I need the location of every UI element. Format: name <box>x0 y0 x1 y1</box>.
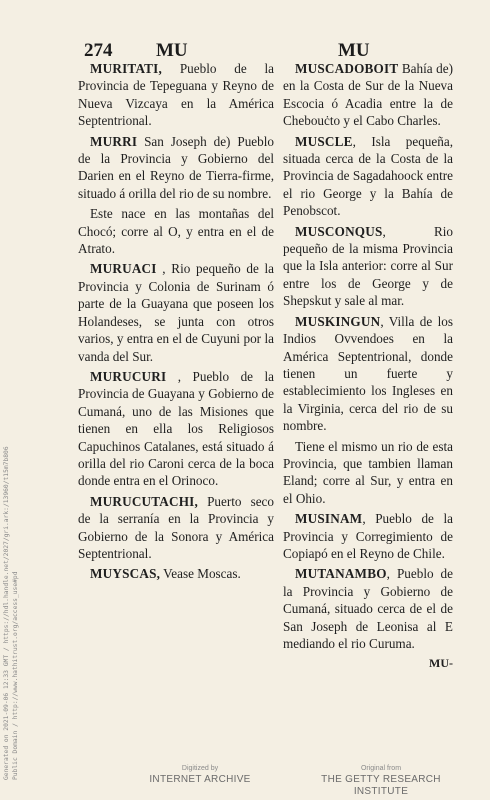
catchword: MU- <box>429 656 453 671</box>
running-head-left: MU <box>156 40 188 61</box>
hathitrust-watermark <box>2 446 20 780</box>
entry-text: , Pueblo de la Provincia de Guayana y Gobierno de Cumaná, uno de las Misiones que tienen en ella los Religiosos Capuchinos Catalanes, está situado á orilla del rio Caroni cerca de la boca donde entra en el Orinoco. <box>78 368 274 489</box>
internet-archive-logo-text: INTERNET ARCHIVE <box>149 774 251 785</box>
entry-headword: MUSKINGUN <box>295 313 381 329</box>
entry-text: Vease Moscas. <box>163 566 241 582</box>
running-head-right: MU <box>338 40 370 61</box>
getty-institute-text: THE GETTY RESEARCH INSTITUTE <box>321 774 441 797</box>
entry-headword: MUTANAMBO <box>295 566 387 582</box>
entry-text: San Joseph de) Pueblo de la Provincia y Gobierno del Darien en el Reyno de Tierra-firme, situado á orilla del rio de su nombre. <box>78 133 274 201</box>
entry-text: , Rio pequeño de la misma Provincia que la Isla anterior: corre al Sur entre los de George y de Shepskut y sale al mar. <box>283 223 453 309</box>
entry-text: , Pueblo de la Provincia y Corregimiento de Copiapó en el Reyno de Chile. <box>283 511 453 561</box>
entry-text: Puerto seco de la serranía en la Provincia y Gobierno de la Sonora y América Septentrional. <box>78 493 274 561</box>
dictionary-entry <box>78 260 274 364</box>
left-column <box>78 60 274 586</box>
footer-small-text: Original from <box>360 765 402 772</box>
entry-headword: MURRI <box>90 133 138 149</box>
dictionary-entry <box>283 223 453 310</box>
entry-continuation <box>78 205 274 257</box>
dictionary-entry <box>283 510 453 562</box>
entry-text: Bahía de) en la Costa de Sur de la Nueva Escocia ó Acadia entre la de Chebouċto y el Cabo Charles. <box>283 61 453 129</box>
dictionary-entry <box>283 133 453 220</box>
footer-digitized-by <box>140 764 260 786</box>
watermark-text <box>2 446 20 780</box>
entry-headword: MURUACI <box>90 261 157 277</box>
entry-text: , Villa de los Indios Ovvendoes en la América Septentrional, donde tienen un fuerte y establecimiento los Ingleses en la Virginia, cerca del rio de su nombre. <box>283 313 453 434</box>
dictionary-entry <box>78 133 274 203</box>
watermark-line-2: Public Domain / http://www.hathitrust.org/access_use#pd <box>12 571 19 780</box>
entry-headword: MURITATI, <box>90 61 163 76</box>
entry-text: Pueblo de la Provincia de Tepeguana y Reyno de Nueva Vizcaya en la América Septentrional. <box>78 61 274 129</box>
dictionary-entry <box>78 368 274 490</box>
entry-text: Este nace en las montañas del Chocó; corre al O, y entra en el de Atrato. <box>78 206 274 257</box>
right-column <box>283 60 453 673</box>
entry-text: Tiene el mismo un rio de esta Provincia, que tambien llaman Eland; corre al Sur, y entra en el Ohio. <box>283 438 453 506</box>
footer-original-from <box>296 764 466 798</box>
entry-headword: MUSINAM <box>295 511 363 527</box>
entry-headword: MURUCURI <box>90 368 167 384</box>
dictionary-entry <box>78 565 274 582</box>
entry-text: , Pueblo de la Provincia y Gobierno de Cumaná, situado cerca de el de San Joseph de Leonisa al E mediando el rio Curuma. <box>283 566 453 651</box>
dictionary-entry <box>78 493 274 563</box>
dictionary-entry <box>283 60 453 130</box>
entry-headword: MUSCONQUS <box>295 223 383 239</box>
footer-small-text: Digitized by <box>181 765 219 772</box>
dictionary-entry <box>78 60 274 130</box>
entry-headword: MUSCLE <box>295 133 353 149</box>
watermark-line-1: Generated on 2021-09-06 12:33 GMT / https://hdl.handle.net/2027/gri.ark:/13960/t15m7b806 <box>3 446 10 780</box>
entry-headword: MUSCADOBOIT <box>295 61 399 76</box>
page-number: 274 <box>84 40 113 61</box>
dictionary-entry <box>283 313 453 435</box>
entry-text: , Isla pequeña, situada cerca de la Costa de la Provincia de Sagadahoock entre el rio George y la Bahía de Penobscot. <box>283 133 453 219</box>
entry-text: , Rio pequeño de la Provincia y Colonia de Surinam ó parte de la Guayana que poseen los Holandeses, se junta con otros varios, y entra en el de Cuyuni por la vanda del Sur. <box>78 261 274 364</box>
entry-headword: MURUCUTACHI, <box>90 493 199 509</box>
dictionary-entry <box>283 565 453 652</box>
entry-headword: MUYSCAS, <box>90 566 161 582</box>
entry-continuation <box>283 438 453 508</box>
